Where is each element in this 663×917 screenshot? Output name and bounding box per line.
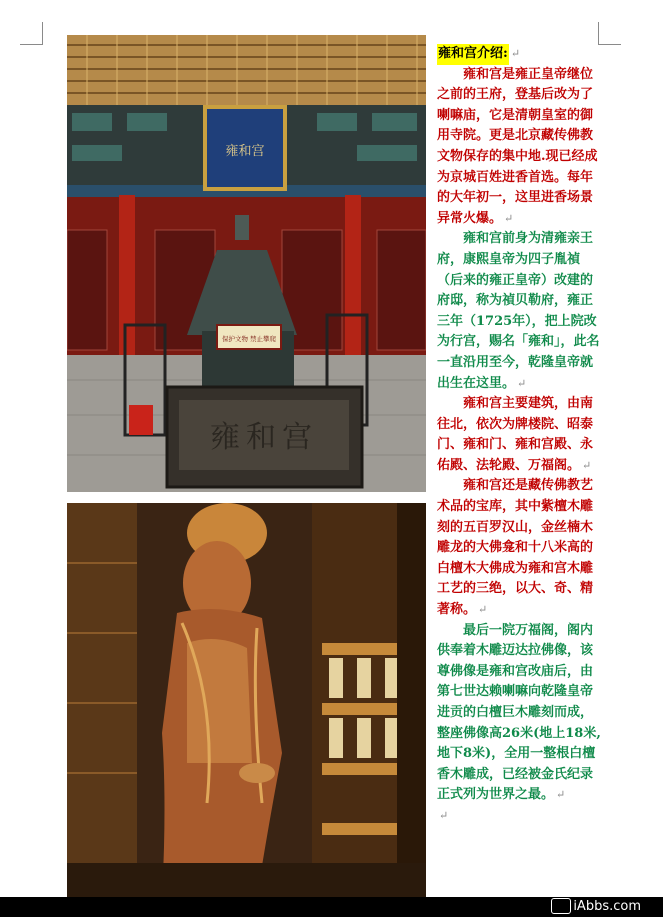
paragraph-2-text: 雍和宫前身为清雍亲王府，康熙皇帝为四子胤禎（后来的雍正皇帝）改建的府邸，称为禎贝勒府，雍正三年（1725年），把上院改为行宫，赐名「雍和」，此名一直沿用至今，乾隆皇帝就出生在这里。 xyxy=(437,231,600,391)
paragraph-4 xyxy=(437,476,601,620)
site-watermark xyxy=(551,898,641,916)
temple-hall-illustration xyxy=(67,35,426,492)
paragraph-mark-icon: ↵ xyxy=(517,376,527,390)
hall-plaque-text: 雍和宫 xyxy=(225,144,265,159)
paragraph-2 xyxy=(437,229,601,394)
paragraph-mark-icon: ↵ xyxy=(504,211,514,225)
warning-sign-text: 保护文物 禁止攀爬 xyxy=(221,335,277,343)
watermark-text: iAbbs.com xyxy=(573,899,641,914)
paragraph-mark-icon: ↵ xyxy=(556,788,566,802)
paragraph-1 xyxy=(437,65,601,230)
crop-mark-top-left xyxy=(20,22,43,45)
paragraph-3 xyxy=(437,394,601,476)
paragraph-5 xyxy=(437,621,601,806)
burner-inscription: 雍和宫 xyxy=(210,420,318,455)
article-text-column xyxy=(437,44,601,827)
paragraph-mark-icon: ↵ xyxy=(510,47,521,60)
buddha-statue-photo xyxy=(67,503,426,897)
buddha-statue-illustration xyxy=(67,503,426,897)
paragraph-mark-icon: ↵ xyxy=(582,458,592,472)
temple-hall-photo xyxy=(67,35,426,492)
paragraph-mark-icon: ↵ xyxy=(478,603,488,617)
paragraph-mark-icon: ↵ xyxy=(439,808,449,822)
paragraph-3-text: 雍和宫主要建筑，由南往北，依次为牌楼院、昭泰门、雍和门、雍和宫殿、永佑殿、法轮殿、万福阁。 xyxy=(437,396,594,473)
article-heading: 雍和宫介绍: xyxy=(437,44,509,65)
crop-mark-top-right xyxy=(598,22,621,45)
paragraph-1-text: 雍和宫是雍正皇帝继位之前的王府，登基后改为了喇嘛庙，它是清朝皇室的御用寺院。更是北京藏传佛教文物保存的集中地.现已经成为京城百姓进香首选。每年的大年初一，这里进香场景异常火爆。 xyxy=(437,66,598,226)
watermark-logo-icon xyxy=(551,898,571,914)
paragraph-4-text: 雍和宫还是藏传佛教艺术品的宝库，其中紫檀木雕刻的五百罗汉山，金丝楠木雕龙的大佛龛和十八米高的白檀木大佛成为雍和宫木雕工艺的三绝，以大、奇、精著称。 xyxy=(437,478,594,618)
paragraph-5-text: 最后一院万福阁，阁内供奉着木雕迈达拉佛像，该尊佛像是雍和宫改庙后，由第七世达赖喇嘛向乾隆皇帝进贡的白檀巨木雕刻而成，整座佛像高26米(地上18米,地下8米)，全用一整根白檀香木雕成，已经被金氏纪录正式列为世界之最。 xyxy=(437,622,601,803)
